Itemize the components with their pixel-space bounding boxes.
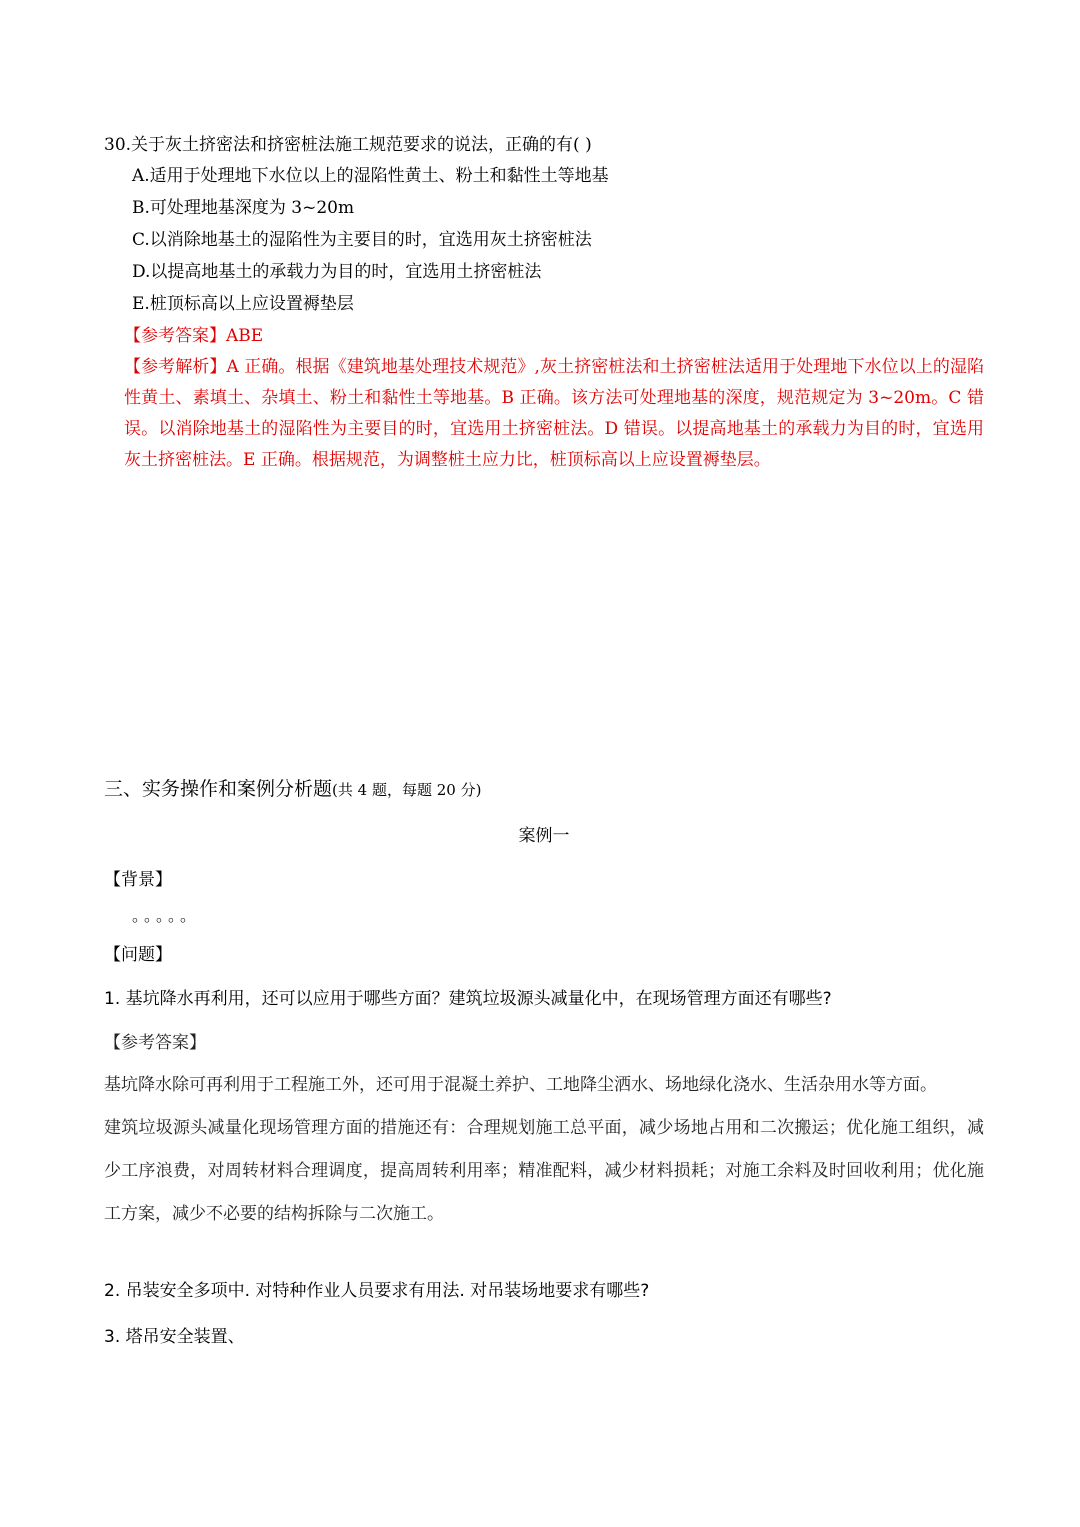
option-a: A.适用于处理地下水位以上的湿陷性黄土、粉土和黏性土等地基 (132, 166, 609, 186)
case-title: 案例一 (518, 826, 570, 846)
option-d: D.以提高地基土的承载力为目的时，宜选用土挤密桩法 (132, 262, 542, 282)
section-title-note: (共 4 题，每题 20 分) (332, 781, 482, 799)
reference-answer (124, 320, 984, 352)
question-stem: 30.关于灰土挤密法和挤密桩法施工规范要求的说法，正确的有( ) (104, 135, 592, 155)
analysis-tag: 【参考解析】 (124, 357, 227, 377)
reference-paragraph-2: 建筑垃圾源头减量化现场管理方面的措施还有：合理规划施工总平面，减少场地占用和二次搬运；优化施工组织，减少工序浪费，对周转材料合理调度，提高周转利用率；精准配料，减少材料损耗；对施工余料及时回收利用；优化施工方案，减少不必要的结构拆除与二次施工。 (104, 1118, 984, 1224)
reference-paragraph-1: 基坑降水除可再利用于工程施工外，还可用于混凝土养护、工地降尘洒水、场地绿化浇水、生活杂用水等方面。 (104, 1075, 937, 1095)
background-label: 【背景】 (104, 870, 172, 890)
section-3 (104, 774, 984, 1352)
reference-answer-label: 【参考答案】 (104, 1033, 206, 1053)
option-b: B.可处理地基深度为 3~20m (132, 198, 355, 218)
section-title (104, 774, 984, 805)
background-dots: 。。。。。 (132, 906, 201, 925)
question-2: 2. 吊装安全多项中. 对特种作业人员要求有用法. 对吊装场地要求有哪些? (104, 1281, 650, 1301)
question-30 (104, 130, 984, 476)
question-3: 3. 塔吊安全装置、 (104, 1327, 245, 1347)
answer-value: ABE (226, 326, 264, 346)
reference-analysis (124, 352, 984, 476)
option-e: E.桩顶标高以上应设置褥垫层 (132, 294, 354, 314)
question-1: 1. 基坑降水再利用，还可以应用于哪些方面？建筑垃圾源头减量化中，在现场管理方面还有哪些? (104, 989, 832, 1009)
answer-tag: 【参考答案】 (124, 326, 226, 346)
option-c: C.以消除地基土的湿陷性为主要目的时，宜选用灰土挤密桩法 (132, 230, 592, 250)
section-title-main: 三、实务操作和案例分析题 (104, 778, 333, 800)
questions-label: 【问题】 (104, 945, 172, 965)
analysis-text: A 正确。根据《建筑地基处理技术规范》,灰土挤密桩法和土挤密桩法适用于处理地下水位以上的湿陷性黄土、素填土、杂填土、粉土和黏性土等地基。B 正确。该方法可处理地基的深度，规范规定为 3~20m。C 错误。以消除地基土的湿陷性为主要目的时，宜选用土挤密桩法。D 错误。以提高地基土的承载力为目的时，宜选用灰土挤密桩法。E 正确。根据规范，为调整桩土应力比，桩顶标高以上应设置褥垫层。 (124, 357, 984, 470)
